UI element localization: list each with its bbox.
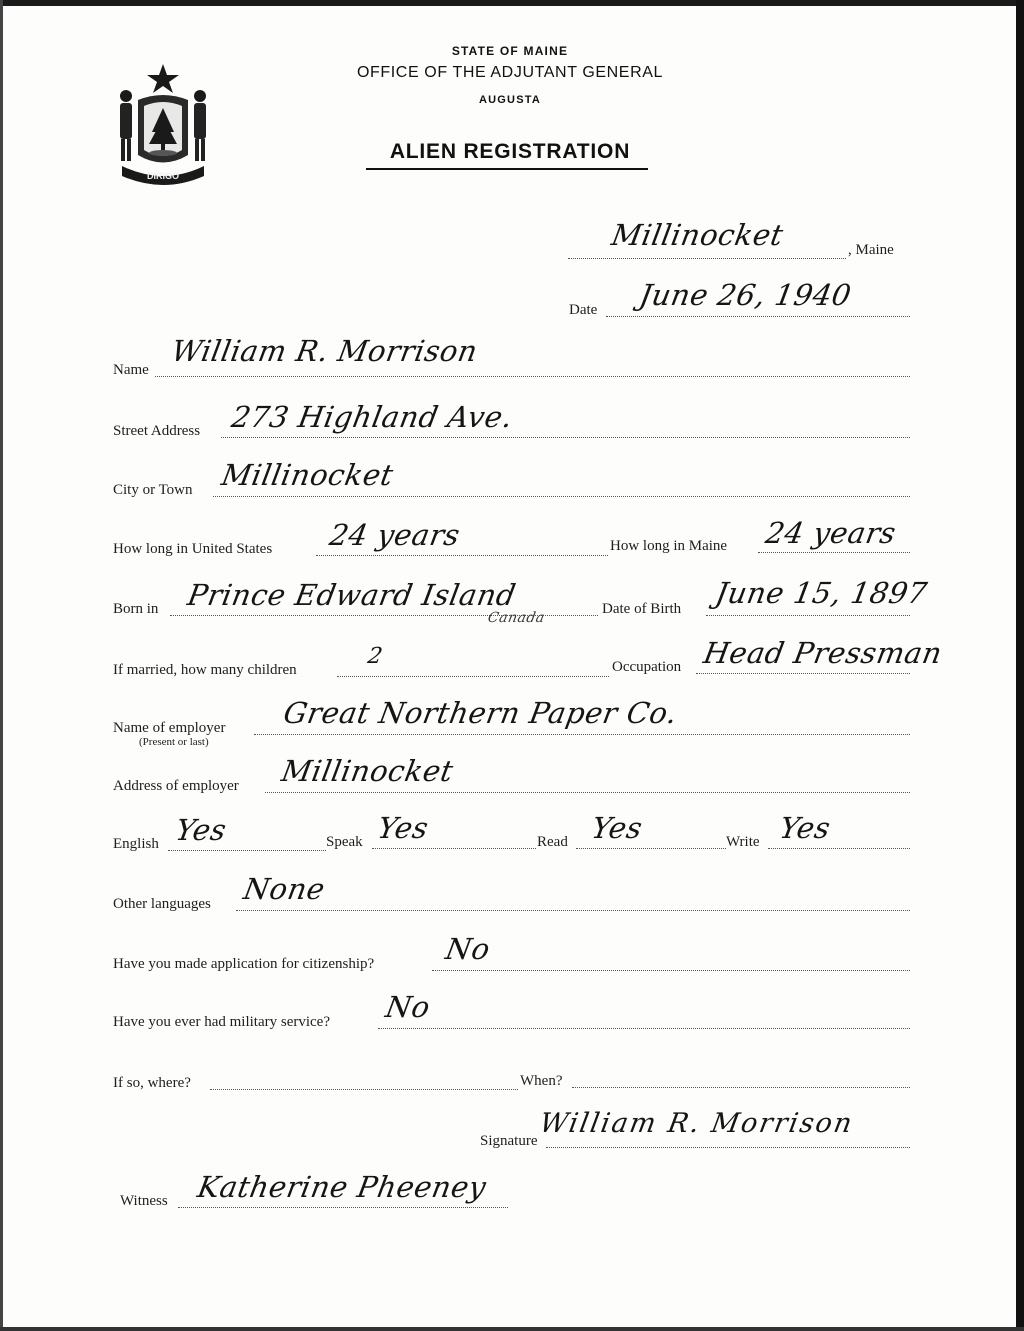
date-field-line: [606, 316, 910, 317]
military-label: Have you ever had military service?: [113, 1014, 330, 1030]
place-field-line: [568, 258, 846, 259]
other-languages-label: Other languages: [113, 896, 211, 912]
occupation-field-line: [696, 673, 910, 674]
write-label: Write: [726, 834, 760, 850]
employer-value[interactable]: Great Northern Paper Co.: [281, 696, 680, 730]
occupation-value[interactable]: Head Pressman: [701, 636, 945, 670]
date-label: Date: [569, 302, 598, 318]
scan-edge-right: [1016, 0, 1024, 1331]
state-seal-icon: [108, 60, 218, 188]
city-field-line: [213, 496, 910, 497]
when-field-line: [572, 1087, 910, 1088]
header-office: OFFICE OF THE ADJUTANT GENERAL: [356, 64, 664, 81]
date-value[interactable]: June 26, 1940: [637, 278, 855, 312]
english-label: English: [113, 836, 159, 852]
witness-field-line: [178, 1207, 508, 1208]
read-label: Read: [537, 834, 568, 850]
signature-label: Signature: [480, 1133, 538, 1149]
birth-date-label: Date of Birth: [602, 601, 682, 617]
place-label: , Maine: [848, 242, 894, 258]
signature-value[interactable]: William R. Morrison: [537, 1108, 857, 1139]
street-label: Street Address: [113, 423, 201, 439]
english-value[interactable]: Yes: [173, 813, 230, 847]
employer-sublabel: (Present or last): [139, 736, 209, 748]
us-length-field-line: [316, 555, 608, 556]
witness-label: Witness: [120, 1193, 168, 1209]
born-country-note: Canada: [486, 610, 547, 626]
born-value[interactable]: Prince Edward Island: [185, 578, 519, 612]
scan-edge-left: [0, 0, 3, 1331]
children-field-line: [337, 676, 609, 677]
birth-date-value[interactable]: June 15, 1897: [713, 576, 931, 610]
title-underline: [366, 168, 648, 170]
write-field-line: [768, 848, 910, 849]
scan-edge-top: [0, 0, 1024, 6]
maine-length-field-line: [758, 552, 910, 553]
occupation-label: Occupation: [612, 659, 682, 675]
scan-edge-bottom: [0, 1327, 1024, 1331]
citizenship-label: Have you made application for citizenship?: [113, 956, 375, 972]
speak-value[interactable]: Yes: [375, 811, 432, 845]
read-field-line: [576, 848, 726, 849]
other-languages-field-line: [236, 910, 910, 911]
name-field-line: [155, 376, 910, 377]
where-field-line: [210, 1089, 518, 1090]
employer-field-line: [254, 734, 910, 735]
english-field-line: [168, 850, 326, 851]
place-value[interactable]: Millinocket: [609, 218, 787, 252]
city-value[interactable]: Millinocket: [219, 458, 397, 492]
name-label: Name: [113, 362, 149, 378]
maine-length-value[interactable]: 24 years: [763, 516, 899, 550]
maine-length-label: How long in Maine: [610, 538, 728, 554]
born-label: Born in: [113, 601, 159, 617]
employer-address-label: Address of employer: [113, 778, 239, 794]
other-languages-value[interactable]: None: [241, 872, 328, 906]
military-field-line: [378, 1028, 910, 1029]
employer-address-value[interactable]: Millinocket: [279, 754, 457, 788]
employer-label: Name of employer: [113, 720, 226, 736]
citizenship-value[interactable]: No: [443, 932, 493, 966]
where-label: If so, where?: [113, 1075, 191, 1091]
birth-date-field-line: [706, 615, 910, 616]
us-length-label: How long in United States: [113, 541, 273, 557]
header-state: STATE OF MAINE: [451, 44, 569, 58]
header-city: AUGUSTA: [479, 94, 541, 106]
street-value[interactable]: 273 Highland Ave.: [229, 400, 516, 434]
children-value[interactable]: 2: [365, 644, 385, 669]
street-field-line: [221, 437, 910, 438]
read-value[interactable]: Yes: [589, 811, 646, 845]
children-label: If married, how many children: [113, 662, 297, 678]
citizenship-field-line: [432, 970, 910, 971]
employer-address-field-line: [265, 792, 910, 793]
seal-motto: DIRIGO: [146, 171, 180, 181]
speak-field-line: [372, 848, 536, 849]
form-title: ALIEN REGISTRATION: [389, 140, 631, 163]
write-value[interactable]: Yes: [777, 811, 834, 845]
name-value[interactable]: William R. Morrison: [169, 334, 481, 368]
us-length-value[interactable]: 24 years: [327, 518, 463, 552]
speak-label: Speak: [326, 834, 363, 850]
witness-value[interactable]: Katherine Pheeney: [195, 1170, 489, 1204]
signature-field-line: [546, 1147, 910, 1148]
military-value[interactable]: No: [383, 990, 433, 1024]
city-label: City or Town: [113, 482, 193, 498]
when-label: When?: [520, 1073, 563, 1089]
